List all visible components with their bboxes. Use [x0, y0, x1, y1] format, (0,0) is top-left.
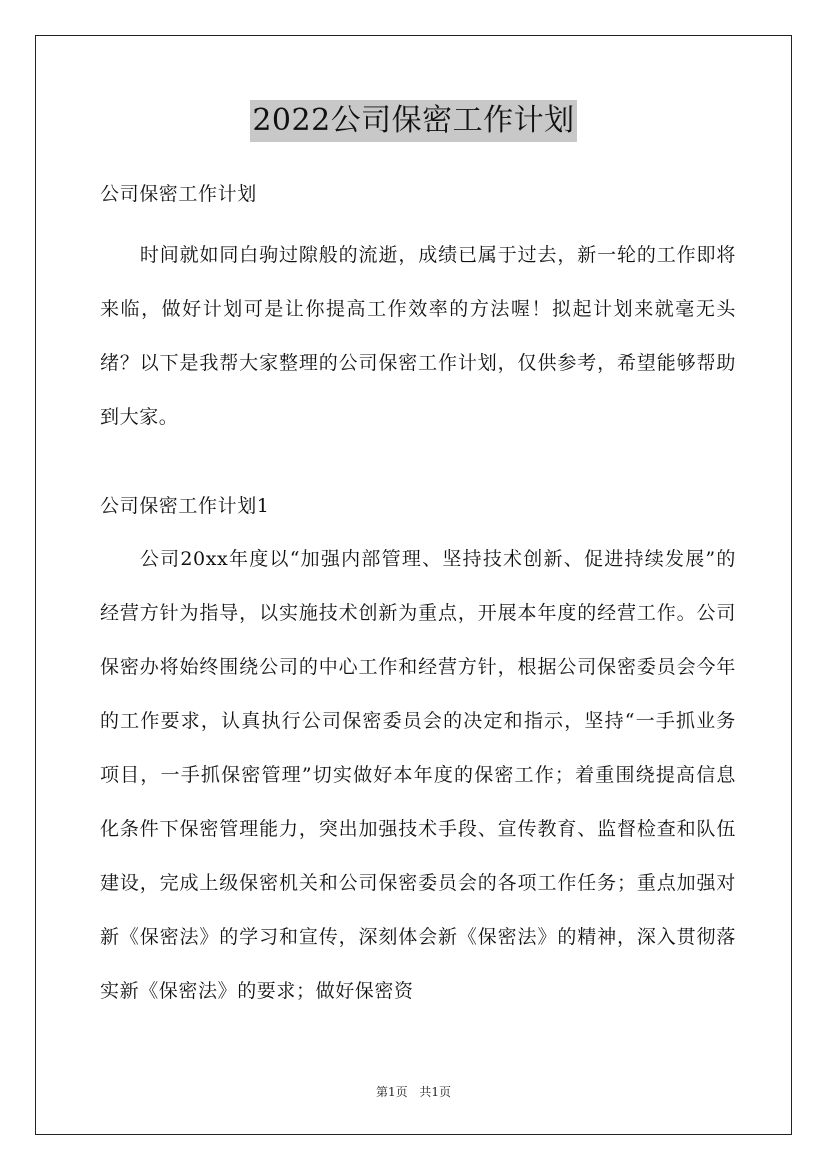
page-number: 第1页 — [375, 1085, 408, 1099]
section-heading: 公司保密工作计划 — [100, 183, 257, 205]
plan-1-heading: 公司保密工作计划1 — [100, 495, 270, 517]
page-footer — [0, 1084, 827, 1100]
document-title: 2022公司保密工作计划 — [250, 100, 576, 142]
intro-paragraph: 时间就如同白驹过隙般的流逝，成绩已属于过去，新一轮的工作即将来临，做好计划可是让你提高工作效率的方法喔！拟起计划来就毫无头绪？以下是我帮大家整理的公司保密工作计划，仅供参考，希望能够帮助到大家。 — [100, 244, 736, 428]
page-total: 共1页 — [419, 1085, 452, 1099]
title-container — [0, 100, 827, 142]
plan-1-paragraph: 公司20xx年度以“加强内部管理、坚持技术创新、促进持续发展”的经营方针为指导，以实施技术创新为重点，开展本年度的经营工作。公司保密办将始终围绕公司的中心工作和经营方针，根据公司保密委员会今年的工作要求，认真执行公司保密委员会的决定和指示，坚持“一手抓业务项目，一手抓保密管理”切实做好本年度的保密工作；着重围绕提高信息化条件下保密管理能力，突出加强技术手段、宣传教育、监督检查和队伍建设，完成上级保密机关和公司保密委员会的各项工作任务；重点加强对新《保密法》的学习和宣传，深刻体会新《保密法》的精神，深入贯彻落实新《保密法》的要求；做好保密资 — [100, 548, 736, 1002]
document-body — [100, 176, 736, 1018]
